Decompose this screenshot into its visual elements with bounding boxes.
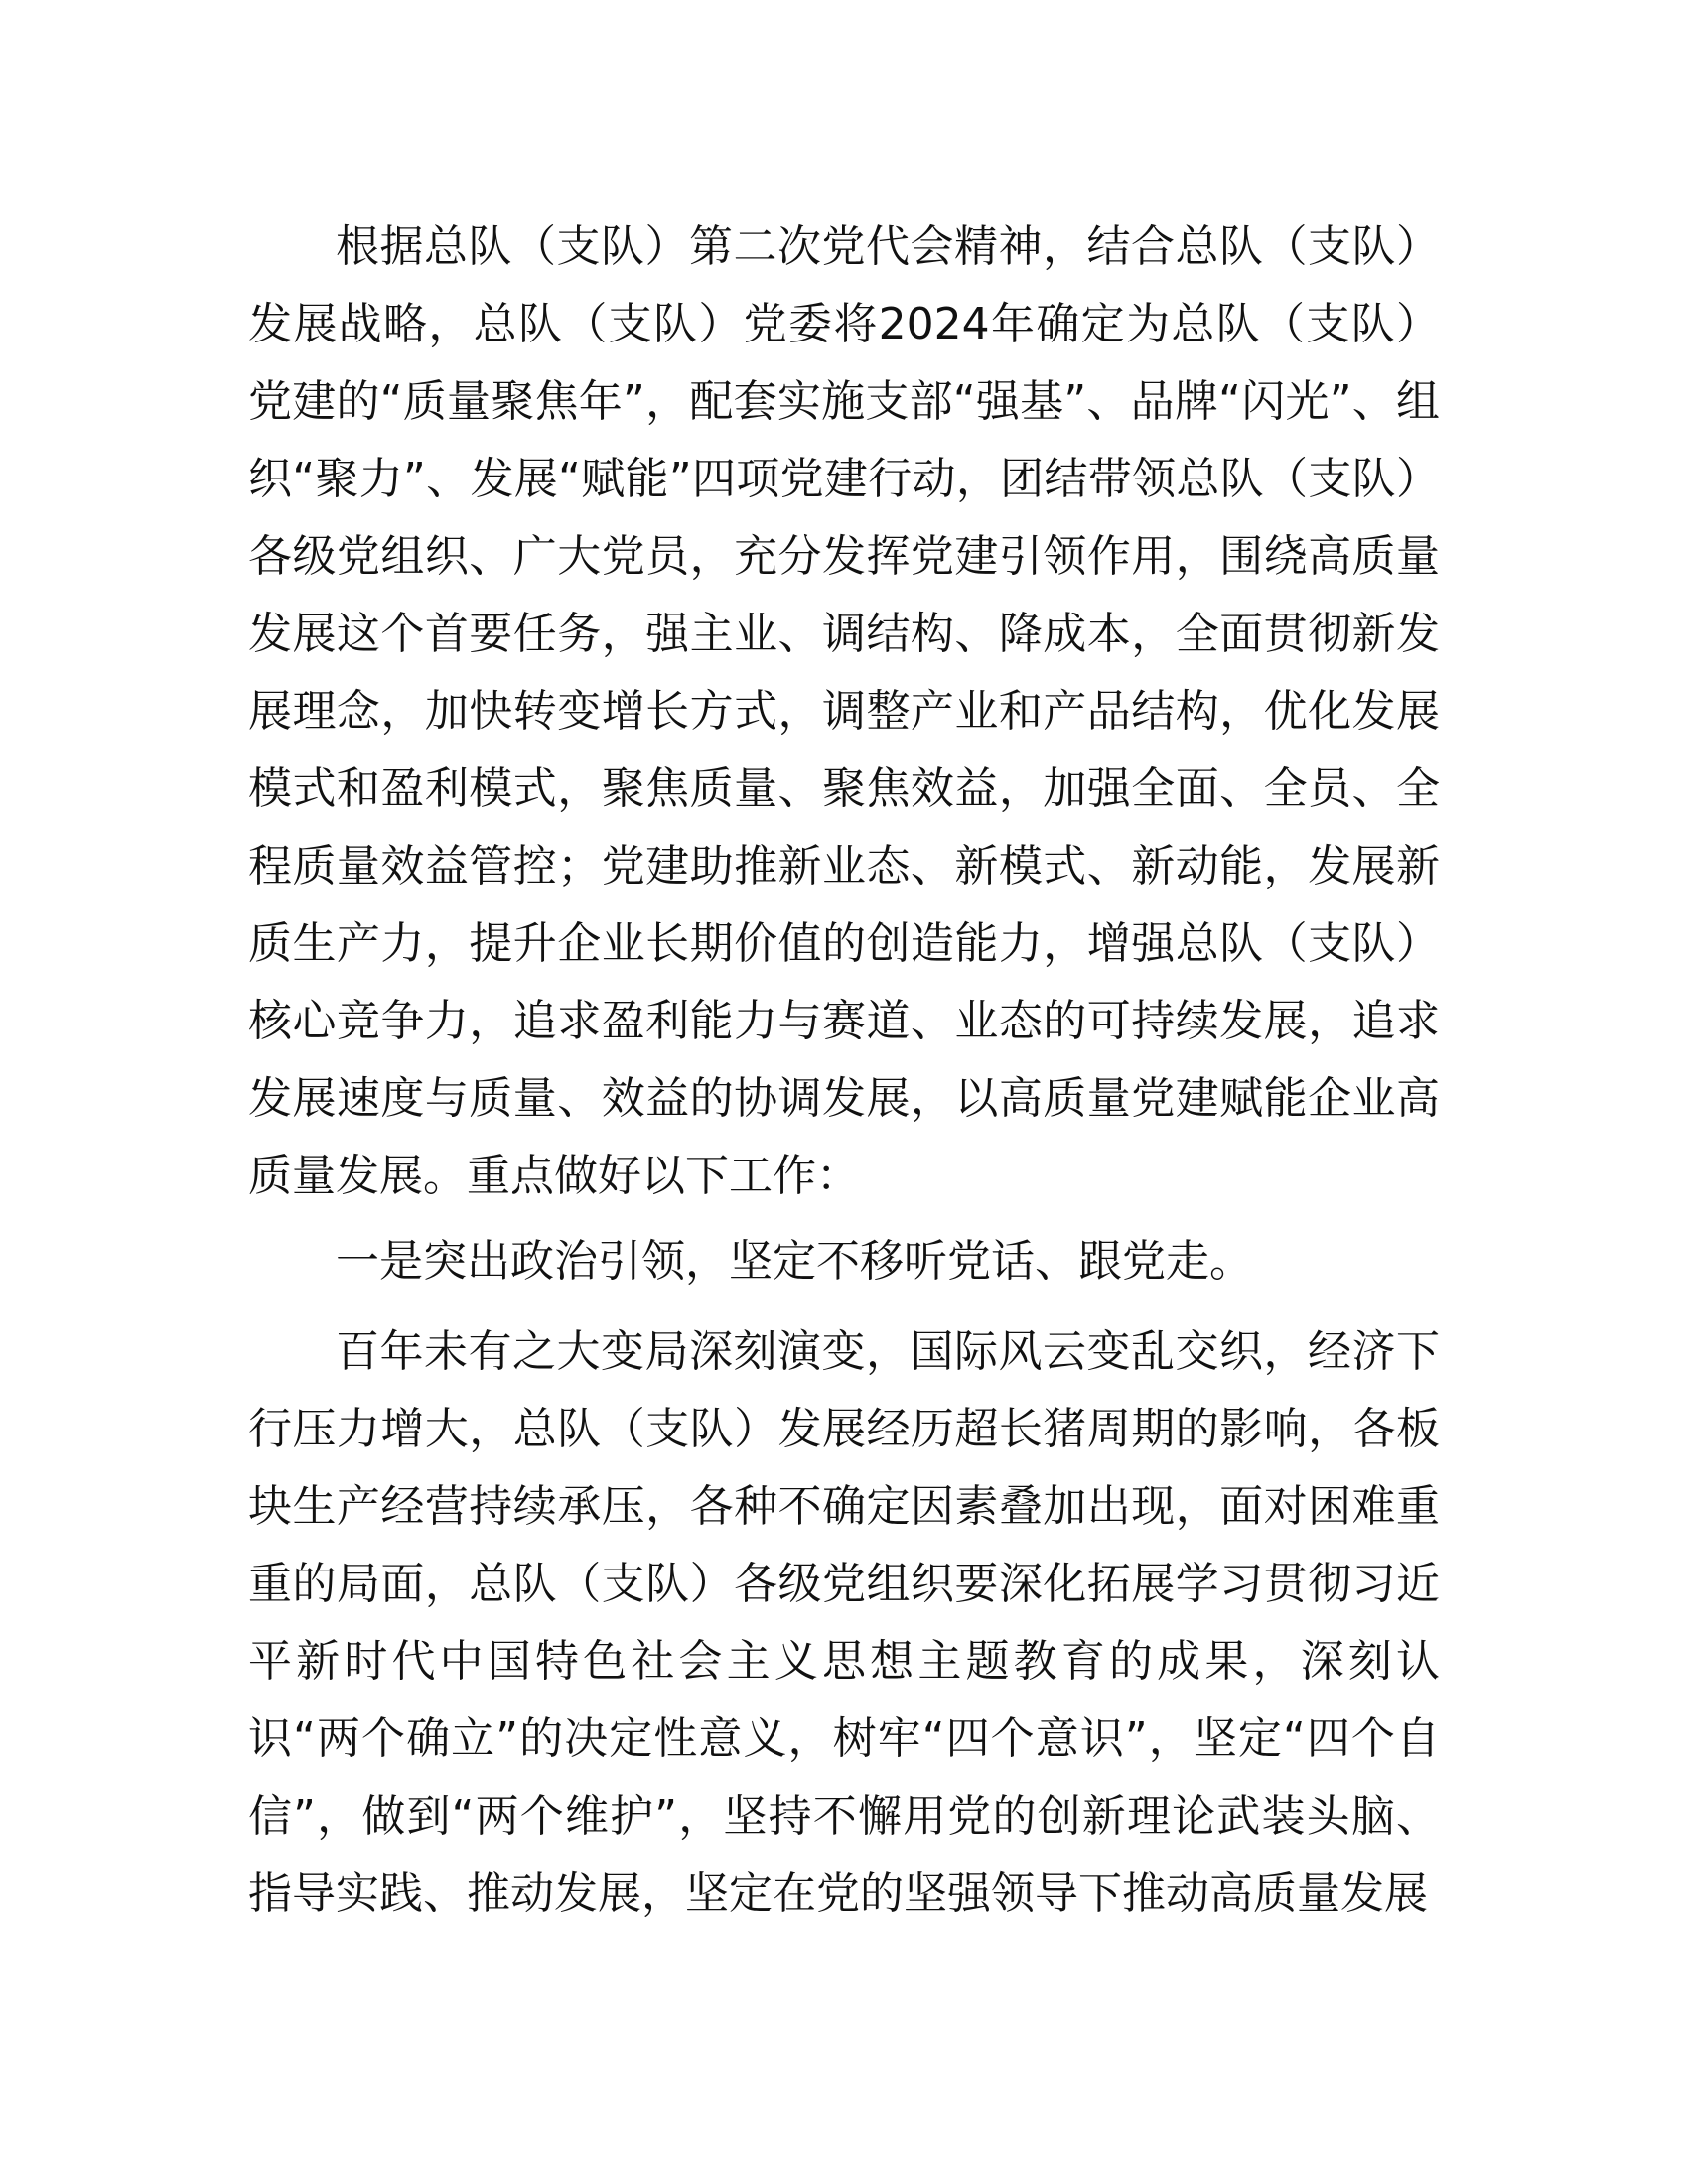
paragraph-heading-one: 一是突出政治引领，坚定不移听党话、跟党走。	[336, 1236, 1253, 1287]
paragraph-intro: 根据总队（支队）第二次党代会精神，结合总队（支队）发展战略，总队（支队）党委将2024年确定为总队（支队）党建的“质量聚焦年”，配套实施支部“强基”、品牌“闪光”、组织“聚力”、发展“赋能”四项党建行动，团结带领总队（支队）各级党组织、广大党员，充分发挥党建引领作用，围绕高质量发展这个首要任务，强主业、调结构、降成本，全面贯彻新发展理念，加快转变增长方式，调整产业和产品结构，优化发展模式和盈利模式，聚焦质量、聚焦效益，加强全面、全员、全程质量效益管控；党建助推新业态、新模式、新动能，发展新质生产力，提升企业长期价值的创造能力，增强总队（支队）核心竞争力，追求盈利能力与赛道、业态的可持续发展，追求发展速度与质量、效益的协调发展，以高质量党建赋能企业高质量发展。重点做好以下工作：	[248, 221, 1440, 1201]
paragraph-body: 百年未有之大变局深刻演变，国际风云变乱交织，经济下行压力增大，总队（支队）发展经历超长猪周期的影响，各板块生产经营持续承压，各种不确定因素叠加出现，面对困难重重的局面，总队（支队）各级党组织要深化拓展学习贯彻习近平新时代中国特色社会主义思想主题教育的成果，深刻认识“两个确立”的决定性意义，树牢“四个意识”，坚定“四个自信”，做到“两个维护”，坚持不懈用党的创新理论武装头脑、指导实践、推动发展，坚定在党的坚强领导下推动高质量发展	[248, 1326, 1440, 1919]
document-page	[248, 208, 1440, 1941]
